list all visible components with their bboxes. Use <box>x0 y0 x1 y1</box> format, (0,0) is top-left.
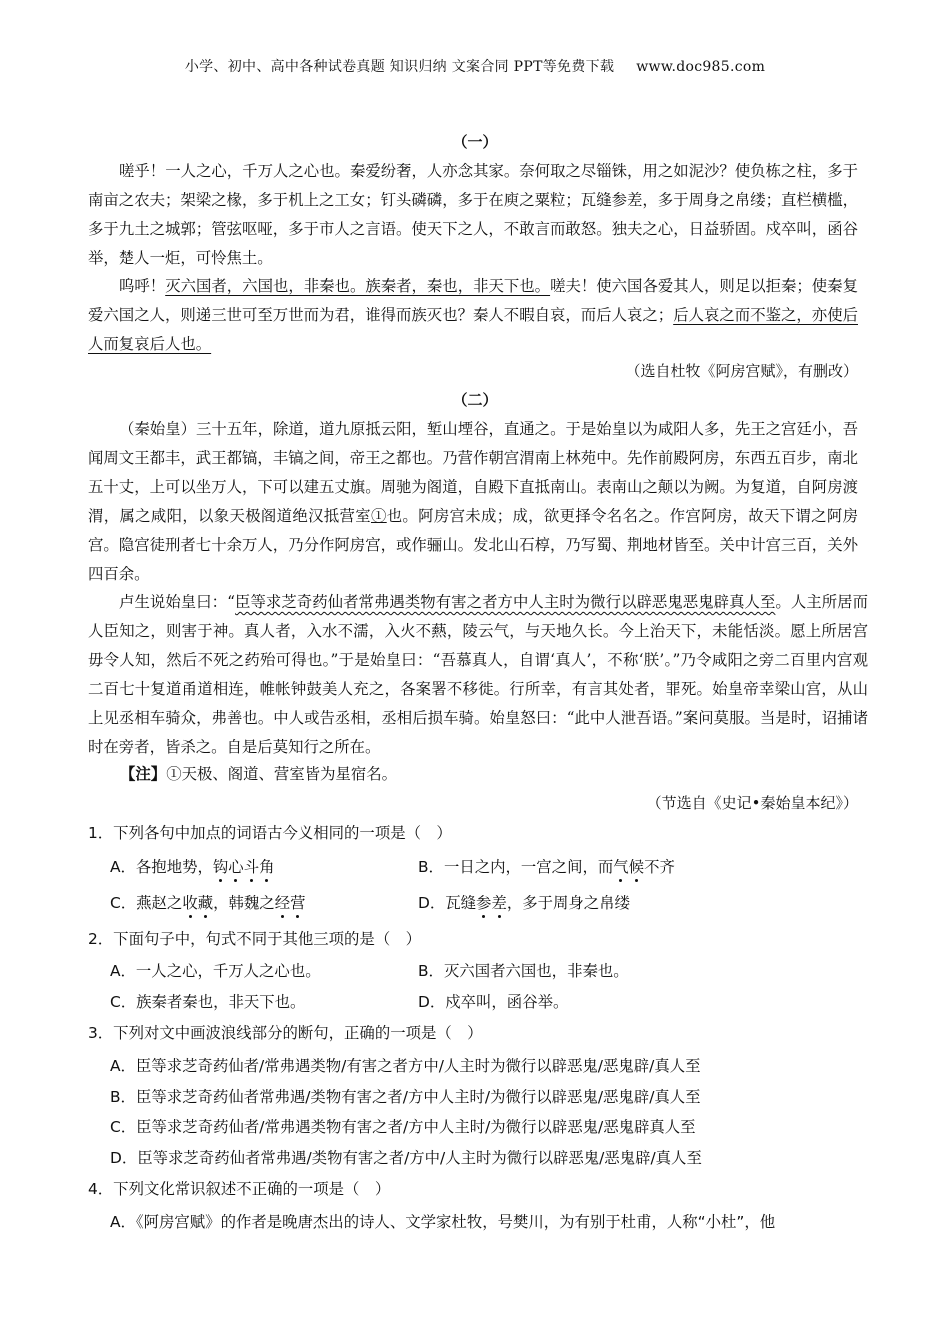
section-1-title: （一） <box>452 133 498 151</box>
section-2-source: （节选自《史记•秦始皇本纪》） <box>646 794 858 812</box>
question-2-option-a[interactable]: A．一人之心，千万人之心也。 <box>110 962 321 980</box>
header-text: 小学、初中、高中各种试卷真题 知识归纳 文案合同 PPT等免费下载 <box>184 59 615 75</box>
section-1-source: （选自杜牧《阿房宫赋》，有删改） <box>625 362 858 380</box>
question-1-option-a[interactable]: A．各抱地势，钩心斗角 <box>110 858 275 876</box>
section-2-p1-end: 也。阿房宫未成；成，欲更择令名名之。作宫阿房，故天下谓之阿房宫。隐宫徒刑者七十余万人，乃分作阿房宫，或作骊山。发北山石椁，乃写蜀、荆地材皆至。关中计宫三百，关外四百余。 <box>88 506 858 583</box>
question-3-stem: 3．下列对文中画波浪线部分的断句，正确的一项是（ ） <box>88 1024 483 1042</box>
section-2-paragraph-2 <box>88 588 868 761</box>
question-2-option-b[interactable]: B．灭六国者六国也，非秦也。 <box>418 962 629 980</box>
page-header <box>0 56 950 76</box>
section-1-p2-middle: 嗟夫！使六国各爱其人，则足以拒秦；使秦复爱六国之人，则递三世可至万世而为君，谁得而族灭也？秦人不暇自哀，而后人哀之； <box>88 277 858 324</box>
question-1-option-d[interactable]: D．瓦缝参差，多于周身之帛缕 <box>418 894 630 912</box>
section-1-paragraph-2 <box>88 272 858 359</box>
note-label: 【注】 <box>120 765 167 783</box>
section-2-title: （二） <box>452 391 498 409</box>
section-2-p2-rest: 。人主所居而人臣知之，则害于神。真人者，入水不濡，入火不爇，陵云气，与天地久长。今上治天下，未能恬淡。愿上所居宫毋令人知，然后不死之药殆可得也。”于是始皇曰：“吾慕真人，自谓‘真人’，不称‘朕’。”乃令咸阳之旁二百里内宫观二百七十复道甬道相连，帷帐钟鼓美人充之，各案署不移徙。行所幸，有言其处者，罪死。始皇帝幸梁山宫，从山上见丞相车骑众，弗善也。中人或告丞相，丞相后损车骑。始皇怒曰：“此中人泄吾语。”案问莫服。当是时，诏捕诸时在旁者，皆杀之。自是后莫知行之所在。 <box>88 593 868 756</box>
question-2-stem: 2．下面句子中，句式不同于其他三项的是（ ） <box>88 930 421 948</box>
header-url[interactable]: www.doc985.com <box>636 59 766 75</box>
question-1-stem: 1．下列各句中加点的词语古今义相同的一项是（ ） <box>88 824 452 842</box>
question-2-option-c[interactable]: C．族秦者秦也，非天下也。 <box>110 993 306 1011</box>
question-3-option-c[interactable]: C．臣等求芝奇药仙者/常弗遇类物有害之者/方中人主时/为微行以辟恶鬼/恶鬼辟真人至 <box>110 1118 696 1136</box>
footnote-mark: ① <box>370 506 387 525</box>
underlined-sentence-1: 灭六国者，六国也，非秦也。族秦者，秦也，非天下也。 <box>165 277 551 295</box>
section-1-p2-start: 呜呼！ <box>119 277 166 295</box>
question-3-option-a[interactable]: A．臣等求芝奇药仙者/常弗遇类物/有害之者方中/人主时为微行以辟恶鬼/恶鬼辟/真人至 <box>110 1057 701 1075</box>
section-1-paragraph-1 <box>88 157 858 273</box>
wavy-underlined-passage: 臣等求芝奇药仙者常弗遇类物有害之者方中人主时为微行以辟恶鬼恶鬼辟真人至 <box>235 593 776 611</box>
annotation-note <box>120 762 397 784</box>
section-1-p1-text: 嗟乎！一人之心，千万人之心也。秦爱纷奢，人亦念其家。奈何取之尽锱铢，用之如泥沙？使负栋之柱，多于南亩之农夫；架梁之椽，多于机上之工女；钉头磷磷，多于在庾之粟粒；瓦缝参差，多于周身之帛缕；直栏横槛，多于九土之城郭；管弦呕哑，多于市人之言语。使天下之人，不敢言而敢怒。独夫之心，日益骄固。戍卒叫，函谷举，楚人一炬，可怜焦土。 <box>88 162 858 267</box>
question-4-option-a[interactable]: A．《阿房宫赋》的作者是晚唐杰出的诗人、文学家杜牧，号樊川，为有别于杜甫，人称“小杜”，他 <box>110 1213 776 1231</box>
question-3-option-b[interactable]: B．臣等求芝奇药仙者常弗遇/类物有害之者/方中人主时/为微行以辟恶鬼/恶鬼辟/真人至 <box>110 1088 701 1106</box>
section-2-p1-text: （秦始皇）三十五年，除道，道九原抵云阳，堑山堙谷，直通之。于是始皇以为咸阳人多，先王之宫廷小，吾闻周文王都丰，武王都镐，丰镐之间，帝王之都也。乃营作朝宫渭南上林苑中。先作前殿阿房，东西五百步，南北五十丈，上可以坐万人，下可以建五丈旗。周驰为阁道，自殿下直抵南山。表南山之颠以为阙。为复道，自阿房渡渭，属之咸阳，以象天极阁道绝汉抵营室 <box>88 420 858 525</box>
underlined-sentence-2: 后人哀之而不鉴之，亦使后人而复哀后人也。 <box>88 305 858 353</box>
note-text: ①天极、阁道、营室皆为星宿名。 <box>166 765 398 783</box>
question-1-option-b[interactable]: B．一日之内，一宫之间，而气候不齐 <box>418 858 675 876</box>
section-2-paragraph-1 <box>88 415 858 588</box>
question-1-option-c[interactable]: C．燕赵之收藏，韩魏之经营 <box>110 894 306 912</box>
section-2-p2-start: 卢生说始皇曰：“ <box>119 593 235 611</box>
question-2-option-d[interactable]: D．戍卒叫，函谷举。 <box>418 993 569 1011</box>
question-4-stem: 4．下列文化常识叙述不正确的一项是（ ） <box>88 1180 391 1198</box>
question-3-option-d[interactable]: D．臣等求芝奇药仙者常弗遇/类物有害之者/方中/人主时为微行以辟恶鬼/恶鬼辟/真人至 <box>110 1149 702 1167</box>
